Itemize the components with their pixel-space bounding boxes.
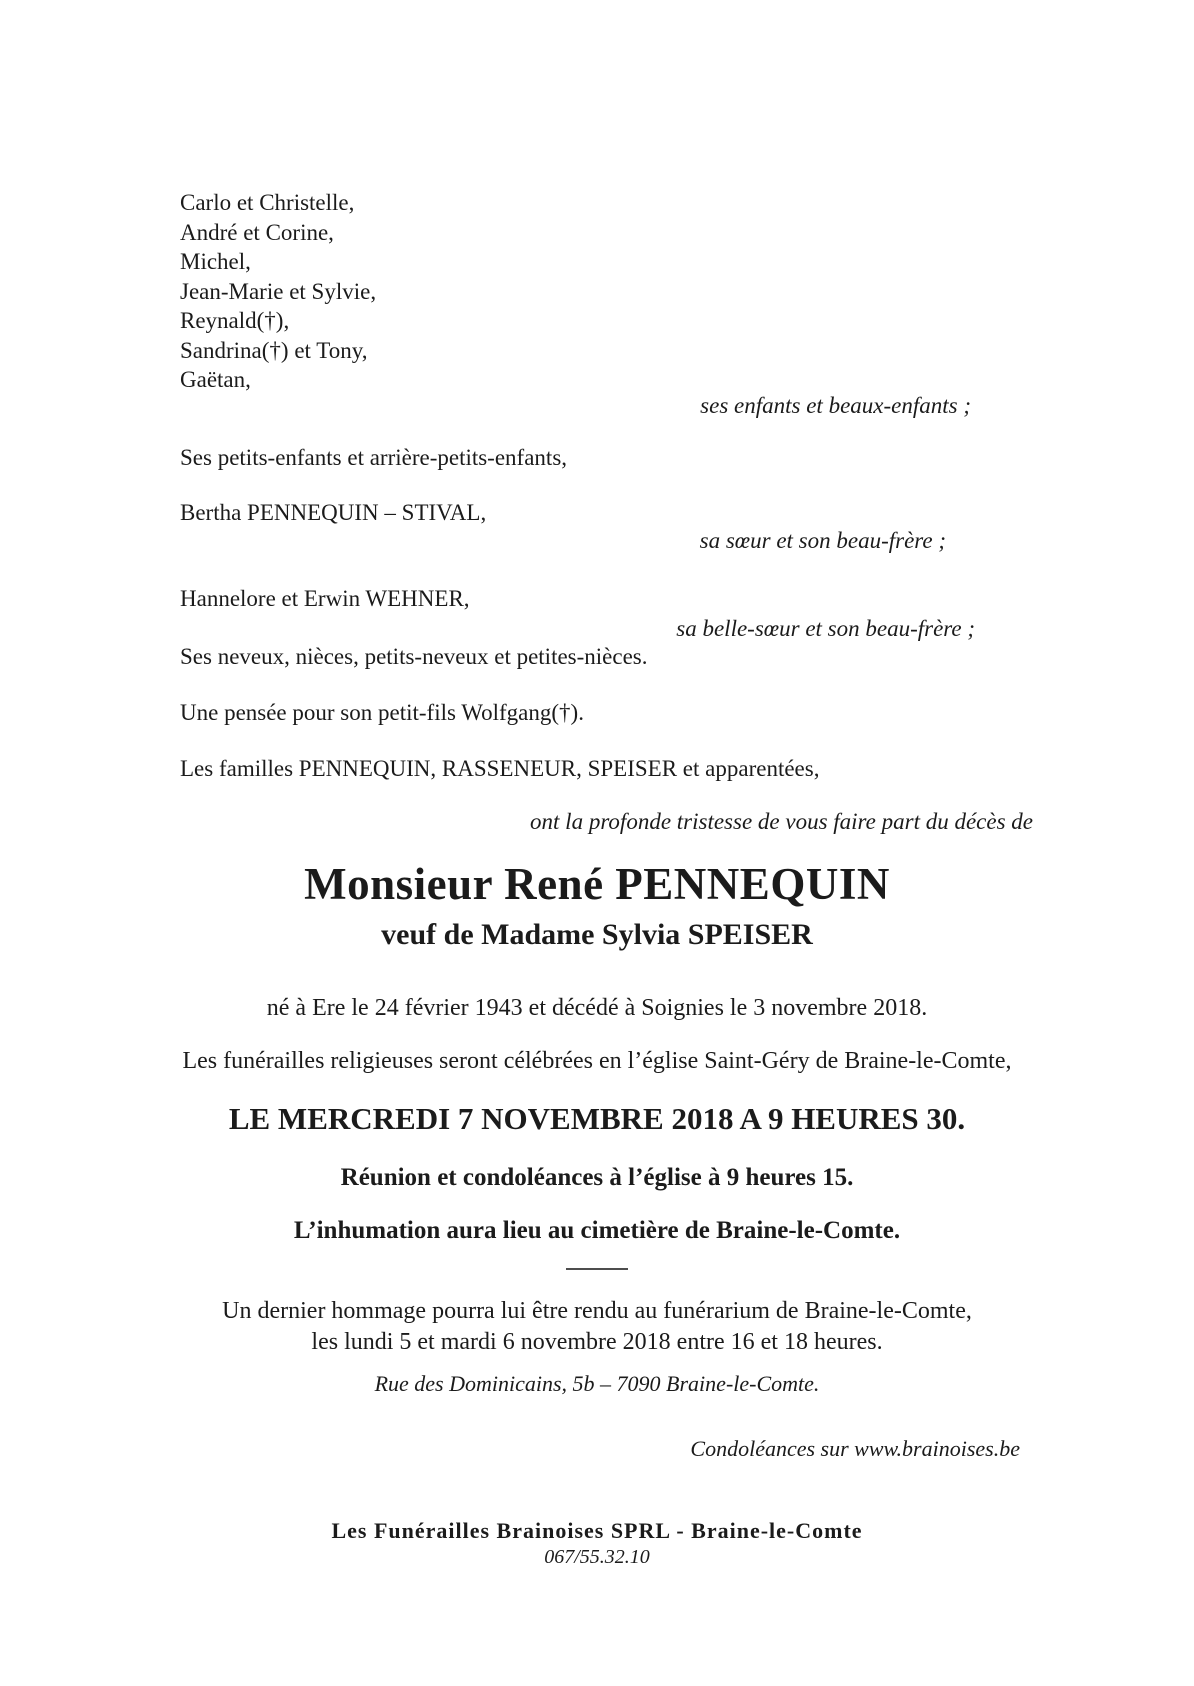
remembrance-line: Une pensée pour son petit-fils Wolfgang(†). — [180, 700, 584, 725]
burial-line: L’inhumation aura lieu au cimetière de Braine-le-Comte. — [293, 1217, 901, 1244]
deceased-name-title: Monsieur René PENNEQUIN — [304, 859, 890, 909]
children-names-block — [180, 188, 376, 395]
announcement-lead-in: ont la profonde tristesse de vous faire part du décès de — [530, 809, 1033, 834]
sister-attribution: sa sœur et son beau-frère ; — [699, 528, 946, 553]
nephews-line: Ses neveux, nièces, petits-neveux et petites-nièces. — [180, 644, 648, 669]
child-name-line: Michel, — [180, 249, 251, 274]
birth-death-line: né à Ere le 24 février 1943 et décédé à Soignies le 3 novembre 2018. — [266, 995, 928, 1021]
online-condolences-line: Condoléances sur www.brainoises.be — [690, 1436, 1020, 1461]
child-name-line: Carlo et Christelle, — [180, 190, 355, 215]
section-divider-rule — [566, 1268, 628, 1270]
child-name-line: Sandrina(†) et Tony, — [180, 337, 368, 363]
funeral-date-line: LE MERCREDI 7 NOVEMBRE 2018 A 9 HEURES 30. — [228, 1101, 966, 1136]
child-name-line: Reynald(†), — [180, 308, 290, 333]
funeral-home-name: Les Funérailles Brainoises SPRL - Braine-le-Comte — [331, 1518, 863, 1543]
in-laws-name-line: Hannelore et Erwin WEHNER, — [180, 586, 470, 611]
sister-name-line: Bertha PENNEQUIN – STIVAL, — [180, 500, 487, 525]
gathering-line: Réunion et condoléances à l’église à 9 heures 15. — [340, 1164, 854, 1191]
funeral-home-phone: 067/55.32.10 — [544, 1546, 650, 1568]
families-line: Les familles PENNEQUIN, RASSENEUR, SPEISER et apparentées, — [180, 756, 820, 781]
visitation-line-2: les lundi 5 et mardi 6 novembre 2018 entre 16 et 18 heures. — [311, 1329, 883, 1355]
child-name-line: Jean-Marie et Sylvie, — [180, 278, 377, 304]
child-name-line: Gaëtan, — [180, 367, 251, 392]
children-attribution: ses enfants et beaux-enfants ; — [700, 393, 971, 418]
widower-subtitle: veuf de Madame Sylvia SPEISER — [381, 918, 813, 951]
grandchildren-line: Ses petits-enfants et arrière-petits-enfants, — [180, 445, 568, 470]
funerarium-address: Rue des Dominicains, 5b – 7090 Braine-le-Comte. — [374, 1371, 820, 1396]
child-name-line: André et Corine, — [180, 219, 334, 245]
visitation-line-1: Un dernier hommage pourra lui être rendu au funérarium de Braine-le-Comte, — [222, 1298, 972, 1324]
funeral-service-line: Les funérailles religieuses seront célébrées en l’église Saint-Géry de Braine-le-Comte, — [182, 1048, 1012, 1074]
in-laws-attribution: sa belle-sœur et son beau-frère ; — [676, 616, 975, 641]
